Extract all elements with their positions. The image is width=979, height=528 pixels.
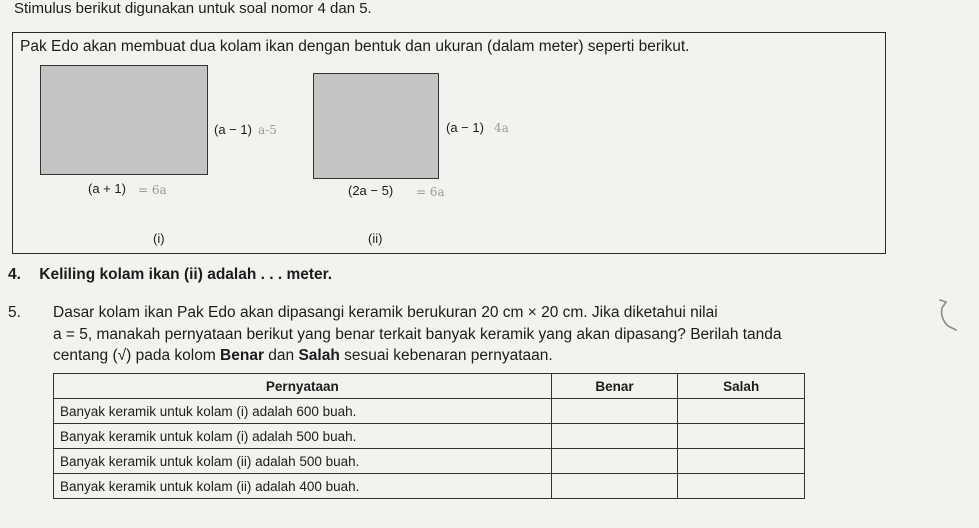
pool-ii-bottom-label: (2a − 5) xyxy=(348,183,394,198)
pool-i-side-note: a-5 xyxy=(258,123,277,137)
question-5-line-3-pre: centang (√) pada kolom xyxy=(53,347,221,364)
benar-checkbox-cell[interactable] xyxy=(551,474,678,499)
header-pernyataan: Pernyataan xyxy=(54,374,552,399)
pool-ii-side-note: 4a xyxy=(494,121,509,135)
question-4 xyxy=(8,266,332,284)
benar-checkbox-cell[interactable] xyxy=(551,449,678,474)
salah-checkbox-cell[interactable] xyxy=(678,399,805,424)
question-5-line-3-salah: Salah xyxy=(298,347,340,364)
question-5-line-2: a = 5, manakah pernyataan berikut yang benar terkait banyak keramik yang akan dipasang? Berilah tanda xyxy=(53,326,782,343)
question-5-number: 5. xyxy=(8,304,21,321)
statement-cell: Banyak keramik untuk kolam (ii) adalah 400 buah. xyxy=(54,474,552,499)
benar-checkbox-cell[interactable] xyxy=(551,399,678,424)
salah-checkbox-cell[interactable] xyxy=(678,424,805,449)
question-5-line-3 xyxy=(53,347,553,365)
header-salah: Salah xyxy=(678,374,805,399)
question-5-line-1: Dasar kolam ikan Pak Edo akan dipasangi keramik berukuran 20 cm × 20 cm. Jika diketahui nilai xyxy=(53,304,718,321)
statement-cell: Banyak keramik untuk kolam (ii) adalah 500 buah. xyxy=(54,449,552,474)
pool-i-caption: (i) xyxy=(153,231,165,246)
question-4-text: Keliling kolam ikan (ii) adalah . . . meter. xyxy=(39,266,333,283)
table-row xyxy=(54,449,805,474)
pencil-checkmark-icon xyxy=(934,296,960,336)
statement-cell: Banyak keramik untuk kolam (i) adalah 500 buah. xyxy=(54,424,552,449)
question-5-line-3-mid: dan xyxy=(263,347,299,364)
question-5-line-3-benar: Benar xyxy=(220,347,264,364)
pool-ii-caption: (ii) xyxy=(368,231,383,246)
salah-checkbox-cell[interactable] xyxy=(678,474,805,499)
stimulus-heading: Stimulus berikut digunakan untuk soal nomor 4 dan 5. xyxy=(14,0,372,17)
salah-checkbox-cell[interactable] xyxy=(678,449,805,474)
pool-i-side-label: (a − 1) xyxy=(214,122,252,137)
stimulus-intro: Pak Edo akan membuat dua kolam ikan dengan bentuk dan ukuran (dalam meter) seperti berikut. xyxy=(20,38,690,55)
statement-cell: Banyak keramik untuk kolam (i) adalah 600 buah. xyxy=(54,399,552,424)
pool-i-shape xyxy=(40,65,208,175)
question-4-number: 4. xyxy=(8,266,21,283)
table-row xyxy=(54,424,805,449)
pool-ii-bottom-note: = 6a xyxy=(416,185,445,199)
table-row xyxy=(54,399,805,424)
pool-ii-shape xyxy=(313,73,439,179)
answer-table xyxy=(53,373,805,499)
table-row xyxy=(54,474,805,499)
pool-i-bottom-note: = 6a xyxy=(138,183,167,197)
table-header-row xyxy=(54,374,805,399)
question-5-line-3-post: sesuai kebenaran pernyataan. xyxy=(339,347,553,364)
pool-i-bottom-label: (a + 1) xyxy=(88,181,126,196)
pool-ii-side-label: (a − 1) xyxy=(446,120,484,135)
benar-checkbox-cell[interactable] xyxy=(551,424,678,449)
header-benar: Benar xyxy=(551,374,678,399)
